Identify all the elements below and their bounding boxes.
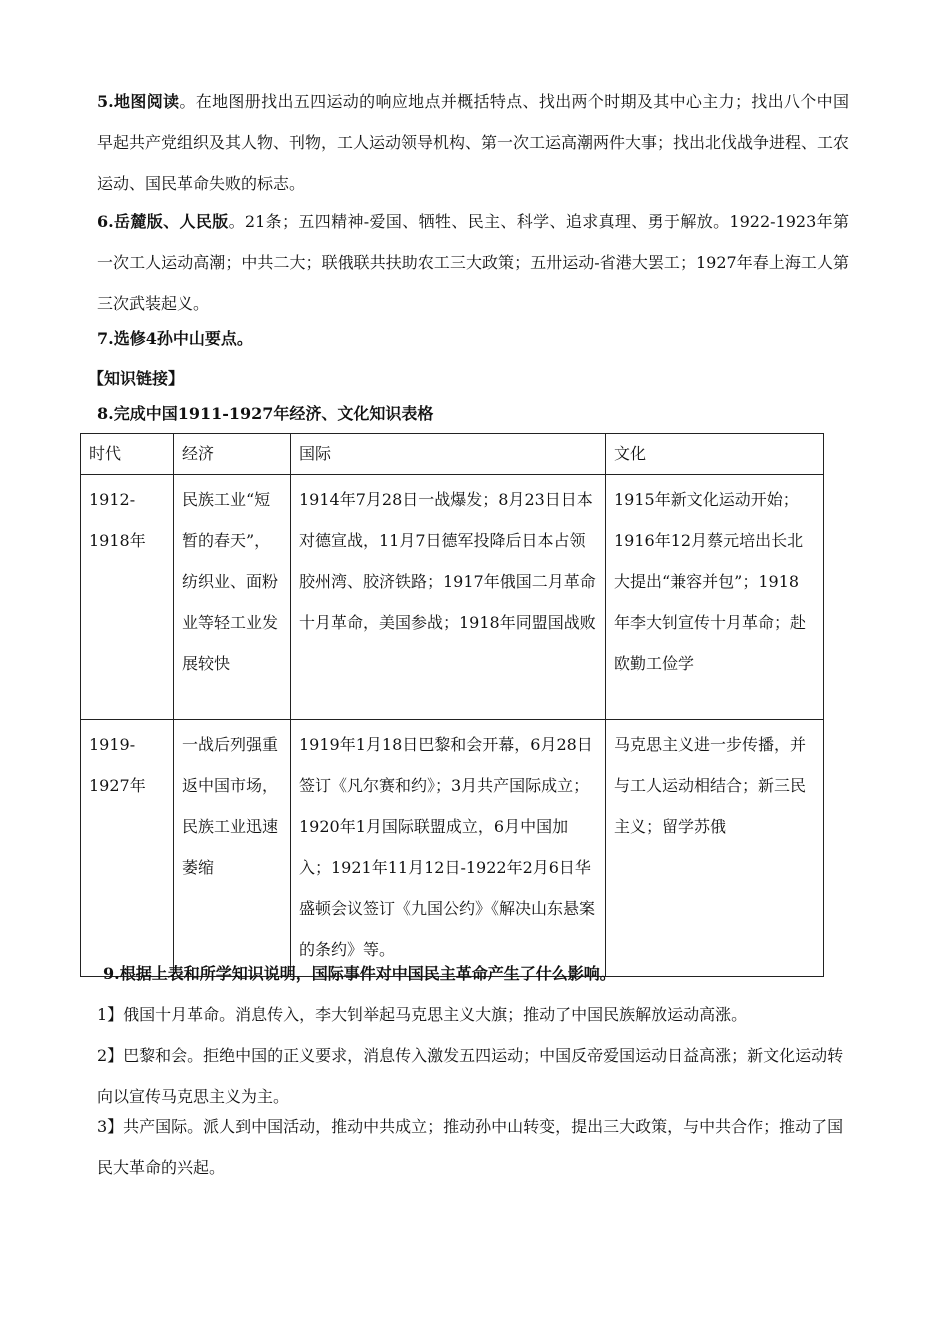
header-economy: 经济 <box>174 434 291 475</box>
paragraph-6-label: 6.岳麓版、人民版 <box>97 212 229 231</box>
cell-era: 1912-1918年 <box>81 475 174 720</box>
cell-economy: 一战后列强重返中国市场，民族工业迅速萎缩 <box>174 720 291 977</box>
cell-international: 1914年7月28日一战爆发；8月23日日本对德宣战，11月7日德军投降后日本占领胶州湾、胶济铁路；1917年俄国二月革命十月革命，美国参战；1918年同盟国战败 <box>291 475 606 720</box>
cell-international: 1919年1月18日巴黎和会开幕，6月28日签订《凡尔赛和约》；3月共产国际成立；1920年1月国际联盟成立，6月中国加入；1921年11月12日-1922年2月6日华盛顿会议签订《九国公约》《解决山东悬案的条约》等。 <box>291 720 606 977</box>
paragraph-8: 8.完成中国1911-1927年经济、文化知识表格 <box>97 404 434 423</box>
cell-economy: 民族工业“短暂的春天”，纺织业、面粉业等轻工业发展较快 <box>174 475 291 720</box>
header-culture: 文化 <box>606 434 824 475</box>
answer-item-2: 2】巴黎和会。拒绝中国的正义要求，消息传入激发五四运动；中国反帝爱国运动日益高涨；新文化运动转向以宣传马克思主义为主。 <box>97 1046 844 1106</box>
answer-item-3: 3】共产国际。派人到中国活动，推动中共成立；推动孙中山转变，提出三大政策，与中共合作；推动了国民大革命的兴起。 <box>97 1117 844 1177</box>
knowledge-table <box>80 433 824 977</box>
cell-culture: 1915年新文化运动开始；1916年12月蔡元培出长北大提出“兼容并包”；1918年李大钊宣传十月革命；赴欧勤工俭学 <box>606 475 824 720</box>
paragraph-6 <box>97 201 849 324</box>
answer-item-1: 1】俄国十月革命。消息传入，李大钊举起马克思主义大旗；推动了中国民族解放运动高涨。 <box>97 1005 748 1024</box>
cell-culture: 马克思主义进一步传播，并与工人运动相结合；新三民主义；留学苏俄 <box>606 720 824 977</box>
paragraph-5 <box>97 81 849 204</box>
paragraph-5-text: 。在地图册找出五四运动的响应地点并概括特点、找出两个时期及其中心主力；找出八个中国早起共产党组织及其人物、刊物，工人运动领导机构、第一次工运高潮两件大事；找出北伐战争进程、工农运动、国民革命失败的标志。 <box>97 92 850 193</box>
paragraph-6-text: 。21条；五四精神-爱国、牺牲、民主、科学、追求真理、勇于解放。1922-1923年第一次工人运动高潮；中共二大；联俄联共扶助农工三大政策；五卅运动-省港大罢工；1927年春上海工人第三次武装起义。 <box>97 212 849 313</box>
table-row <box>81 475 824 720</box>
header-era: 时代 <box>81 434 174 475</box>
table-row <box>81 720 824 977</box>
header-international: 国际 <box>291 434 606 475</box>
paragraph-9: 9.根据上表和所学知识说明，国际事件对中国民主革命产生了什么影响。 <box>103 964 616 983</box>
table-header-row <box>81 434 824 475</box>
paragraph-5-label: 5.地图阅读 <box>97 92 180 111</box>
section-heading: 【知识链接】 <box>88 369 185 388</box>
cell-era: 1919-1927年 <box>81 720 174 977</box>
paragraph-7: 7.选修4孙中山要点。 <box>97 329 253 348</box>
